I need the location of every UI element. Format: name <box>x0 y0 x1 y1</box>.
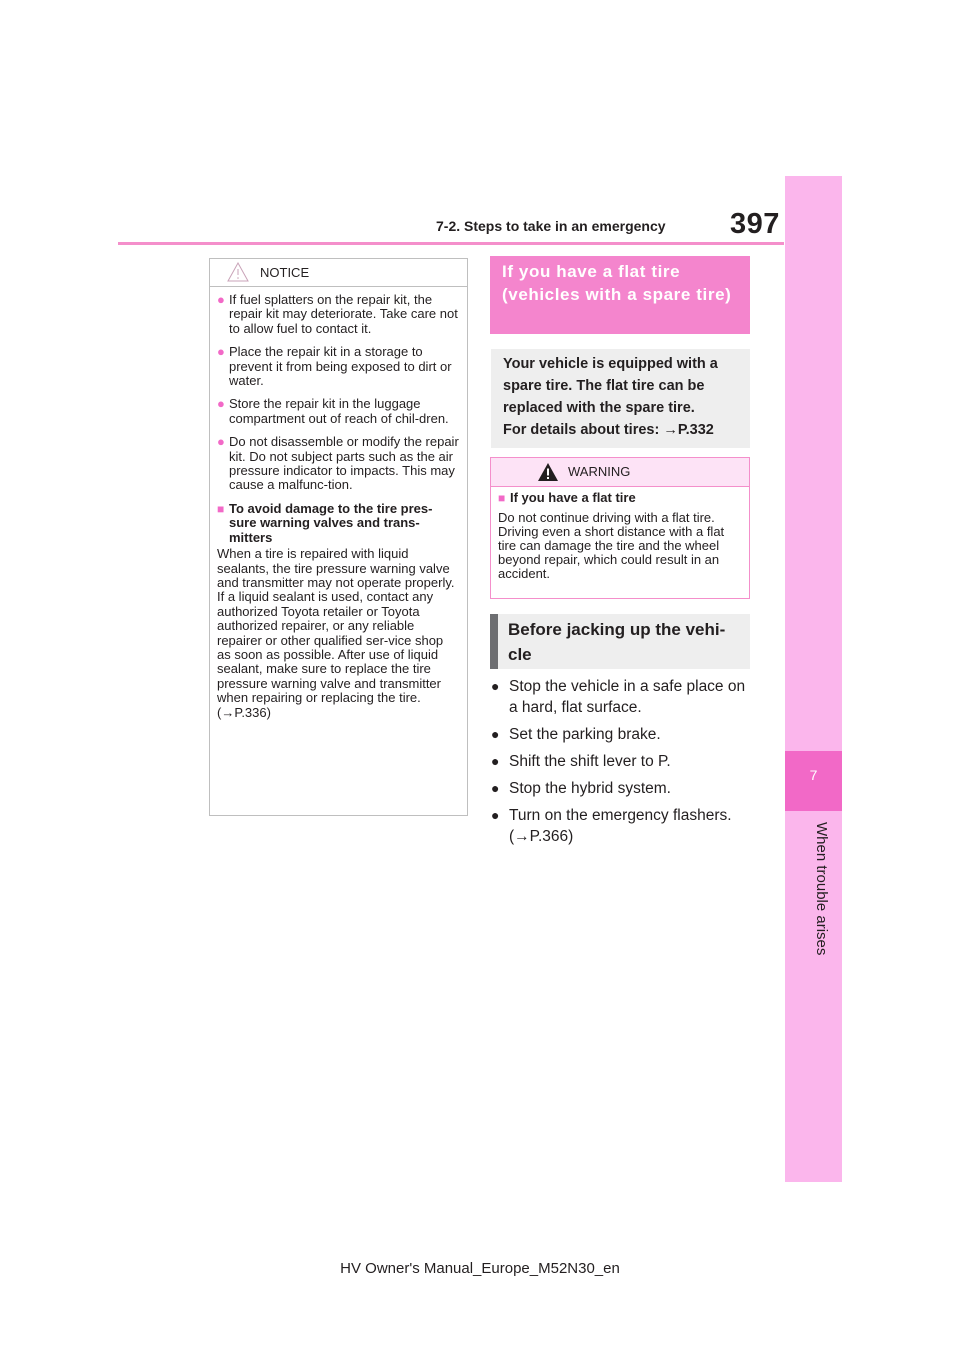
notice-subsection-text: When a tire is repaired with liquid sealants, the tire pressure warning valve and transmitter may not operate properly. If a liquid sealant is used, contact any authorized Toyota retailer or Toyota authorized repairer, or any reliable repairer or other qualified ser-vice shop as soon as possible. After use of liquid sealant, make sure to replace the tire pressure warning valve and transmitter when repairing or replacing the tire. (→P.336) <box>217 546 455 720</box>
intro-box <box>491 349 750 448</box>
notice-body <box>210 287 467 720</box>
steps-list <box>491 676 753 853</box>
intro-text: Your vehicle is equipped with a spare tire. The flat tire can be replaced with the spare tire. <box>503 356 718 416</box>
bullet-icon: ● <box>217 396 225 412</box>
square-bullet-icon: ■ <box>217 501 225 516</box>
bullet-icon: ● <box>491 753 500 769</box>
warning-text: Do not continue driving with a flat tire. Driving even a short distance with a flat tire can damage the tire and the wheel beyond repair, which could result in an accident. <box>498 510 725 581</box>
chapter-label: When trouble arises <box>813 822 830 956</box>
square-bullet-icon: ■ <box>498 491 506 505</box>
notice-item: ● Store the repair kit in the luggage compartment out of reach of chil-dren. <box>217 396 449 426</box>
warning-title: WARNING <box>568 464 631 479</box>
bullet-icon: ● <box>491 807 500 823</box>
bullet-icon: ● <box>491 678 500 694</box>
notice-item: ● Place the repair kit in a storage to prevent it from being exposed to dirt or water. <box>217 344 452 389</box>
notice-box <box>209 258 468 816</box>
bullet-icon: ● <box>217 344 225 360</box>
section-title: 7-2. Steps to take in an emergency <box>436 218 666 234</box>
notice-item: ● If fuel splatters on the repair kit, the repair kit may deteriorate. Take care not to allow fuel to contact it. <box>217 292 458 336</box>
warning-heading: ■ If you have a flat tire <box>498 490 636 505</box>
list-item: ● Stop the vehicle in a safe place on a hard, flat surface. <box>491 678 746 716</box>
list-item: ● Shift the shift lever to P. <box>491 753 671 770</box>
tire-details-link[interactable]: For details about tires: →P.332 <box>503 422 714 438</box>
caution-triangle-icon <box>227 262 249 282</box>
list-item: ● Stop the hybrid system. <box>491 780 671 797</box>
bullet-icon: ● <box>217 434 225 450</box>
notice-item: ● Do not disassemble or modify the repair kit. Do not subject parts such as the air pressure indicator to impacts. This may cause a malfunc-tion. <box>217 434 459 493</box>
notice-header <box>210 259 467 287</box>
bullet-icon: ● <box>491 726 500 742</box>
list-item: ● Set the parking brake. <box>491 726 661 743</box>
warning-triangle-icon <box>537 462 559 482</box>
notice-subsection-heading: ■ To avoid damage to the tire pres-sure warning valves and trans-mitters <box>217 500 433 545</box>
warning-header <box>491 458 749 487</box>
warning-box <box>490 457 750 599</box>
footer-text: HV Owner's Manual_Europe_M52N30_en <box>340 1260 620 1277</box>
warning-body <box>491 487 749 581</box>
notice-title: NOTICE <box>260 265 310 280</box>
flat-tire-heading: If you have a flat tire (vehicles with a spare tire) <box>490 256 750 334</box>
list-item: ● Turn on the emergency flashers. (→P.366) <box>491 807 732 845</box>
chapter-number: 7 <box>809 767 818 783</box>
bullet-icon: ● <box>491 780 500 796</box>
bullet-icon: ● <box>217 292 225 307</box>
jacking-heading: Before jacking up the vehi-cle <box>490 614 750 669</box>
chapter-tab <box>785 176 842 1182</box>
header-divider <box>118 242 784 245</box>
page-number: 397 <box>730 208 780 240</box>
